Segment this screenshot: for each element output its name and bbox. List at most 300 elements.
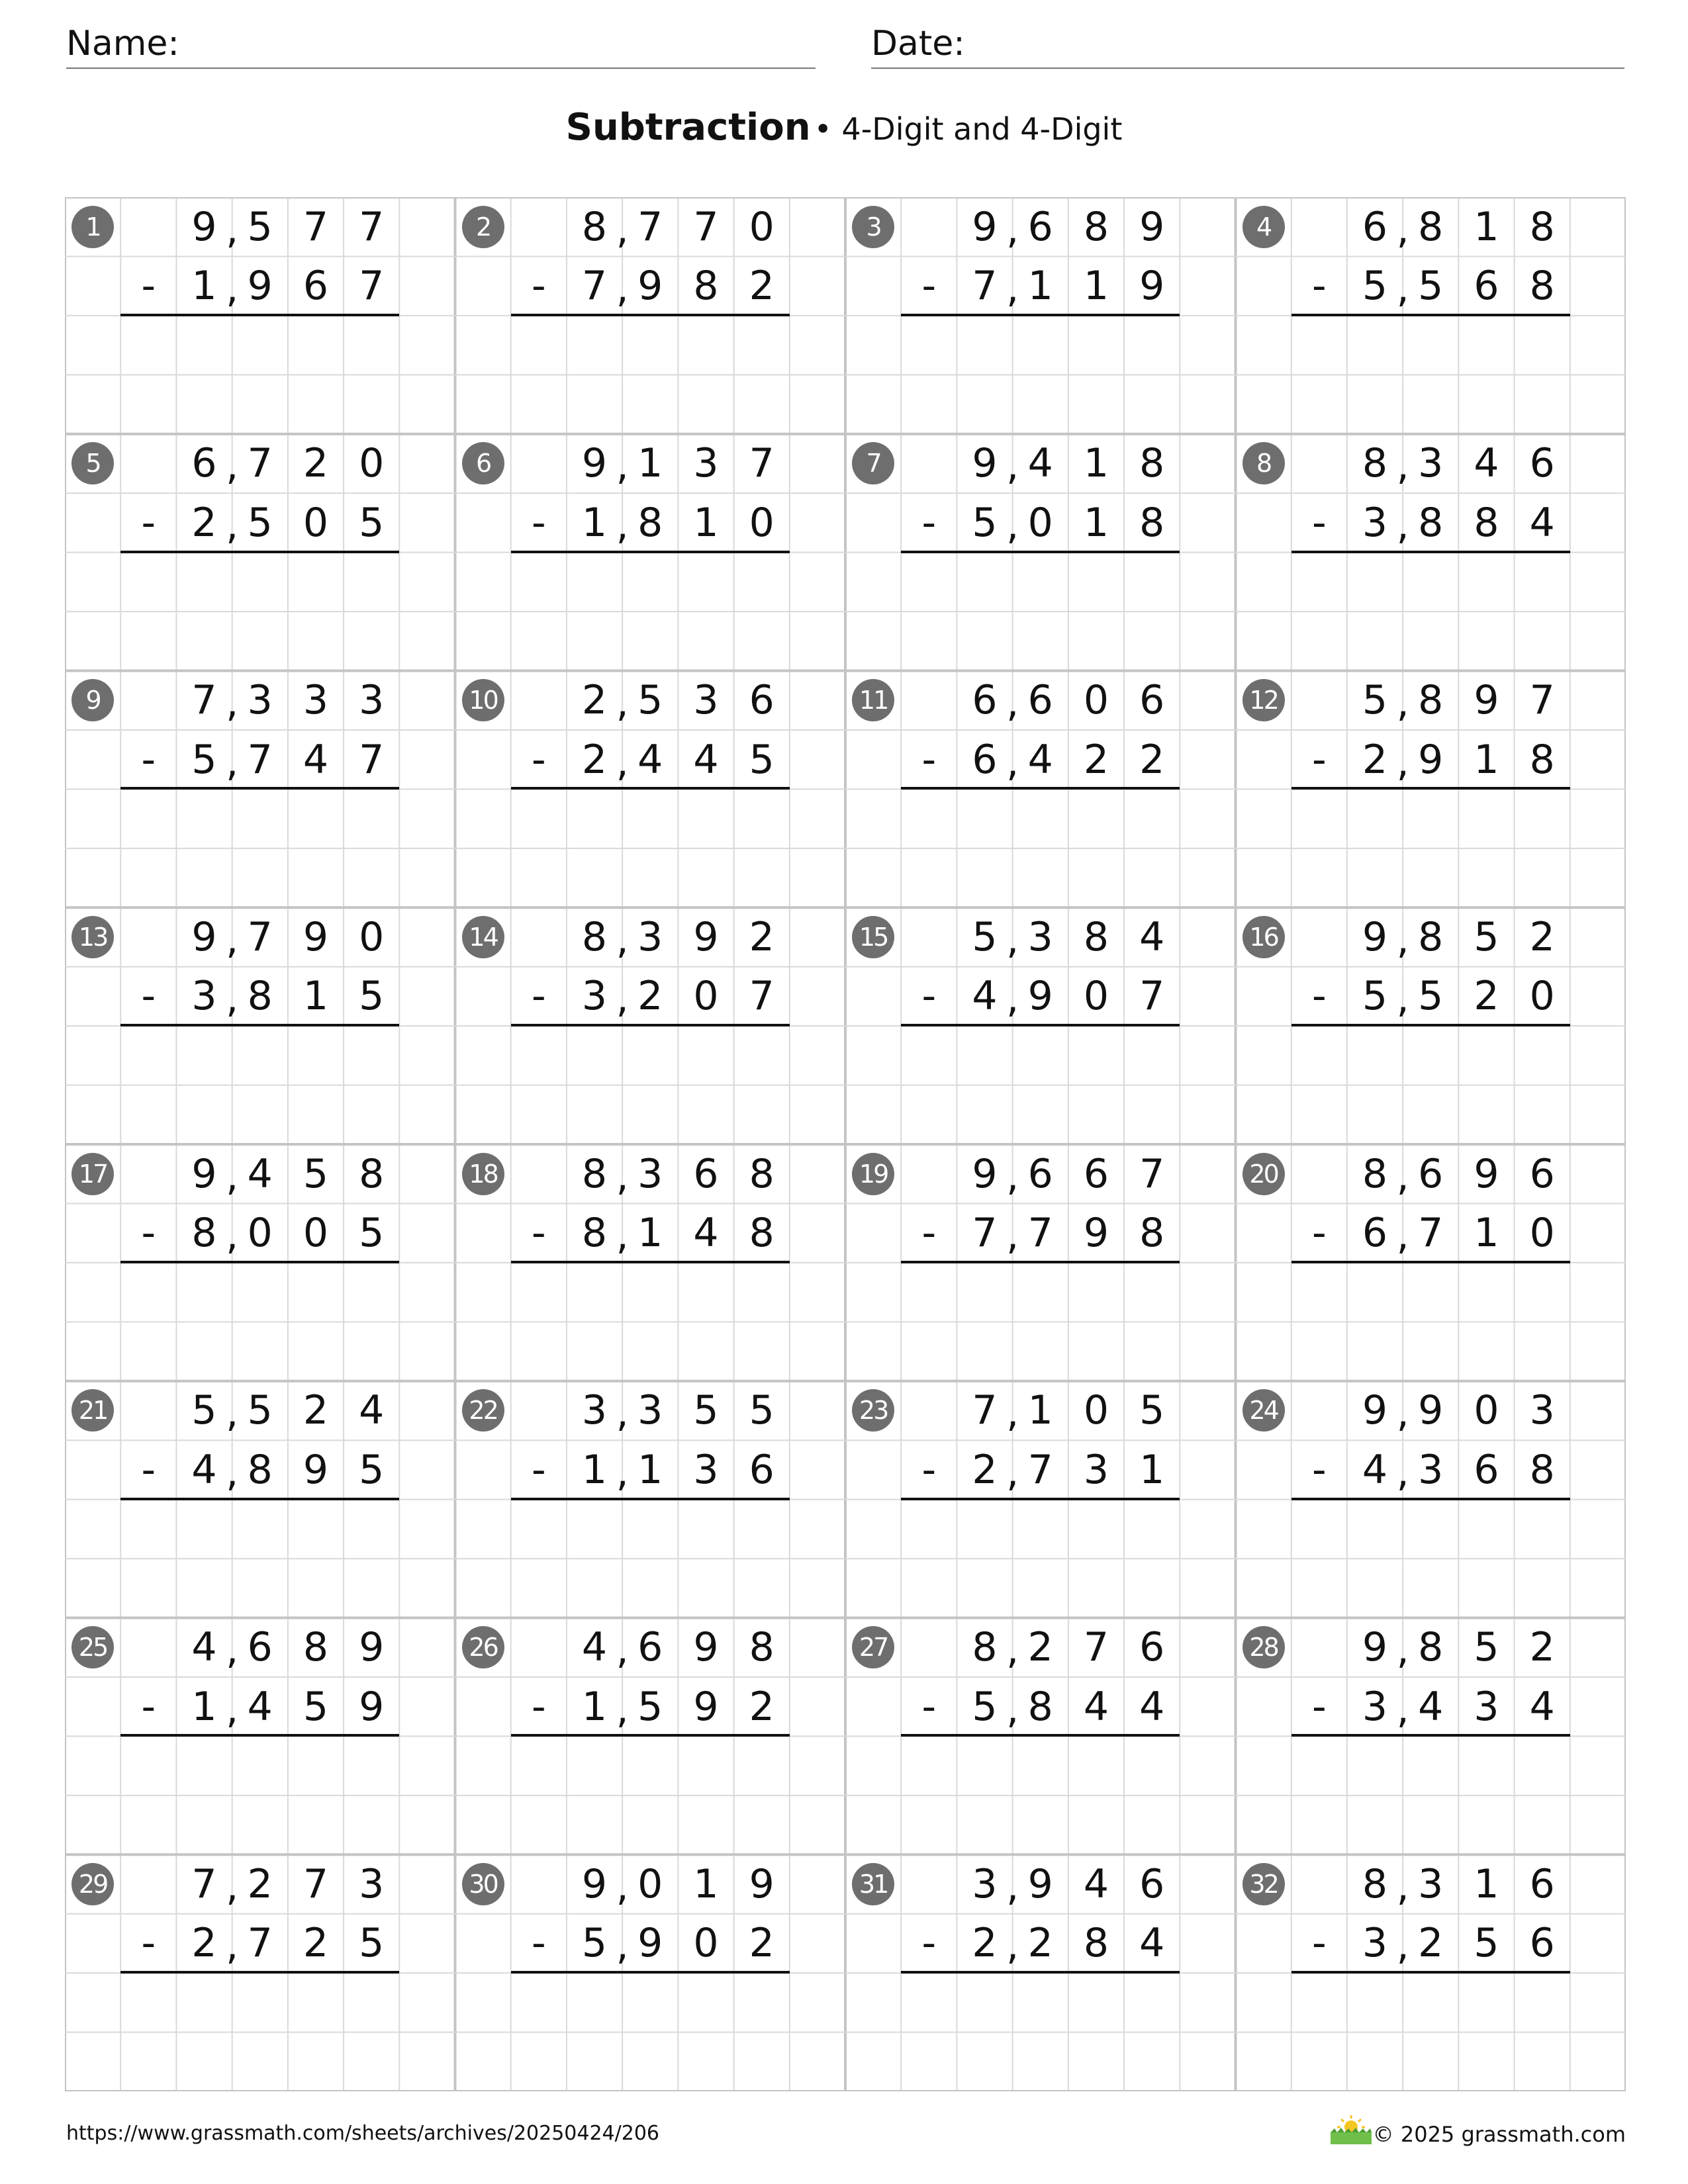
minuend-digit: 2 — [749, 913, 774, 960]
minuend-comma: , — [1006, 1627, 1019, 1674]
minuend-digit: 6 — [1418, 1150, 1444, 1197]
minuend-digit: 1 — [1083, 440, 1109, 487]
minuend-digit: 0 — [749, 203, 774, 250]
answer-area[interactable] — [511, 1973, 790, 2091]
minus-sign: - — [1311, 973, 1327, 1020]
answer-area[interactable] — [511, 1026, 790, 1144]
subtrahend-digit: 1 — [581, 1683, 608, 1730]
subtrahend-digit: 4 — [693, 736, 719, 783]
minuend-digit: 4 — [581, 1624, 608, 1671]
minuend-digit: 2 — [1529, 1624, 1555, 1671]
answer-area[interactable] — [120, 553, 399, 671]
minus-sign: - — [921, 1210, 937, 1257]
answer-area[interactable] — [1291, 1736, 1570, 1854]
subtrahend-comma: , — [1006, 265, 1019, 312]
minuend-digit: 9 — [749, 1860, 774, 1907]
minuend-digit: 8 — [972, 1624, 998, 1671]
subtrahend-digit: 4 — [1027, 736, 1053, 783]
minuend-digit: 8 — [1362, 1150, 1388, 1197]
subtrahend-comma: , — [1006, 1686, 1019, 1733]
subtrahend-digit: 3 — [693, 1446, 719, 1493]
minuend-digit: 1 — [1474, 203, 1499, 250]
minus-sign: - — [141, 1683, 156, 1730]
minuend-digit: 8 — [303, 1624, 329, 1671]
minuend-digit: 5 — [1362, 677, 1388, 724]
problem-number-badge: 17 — [71, 1153, 114, 1195]
subtrahend-digit: 5 — [1418, 973, 1444, 1020]
minuend-digit: 9 — [191, 913, 217, 960]
subtrahend-digit: 5 — [972, 1683, 998, 1730]
minuend-digit: 6 — [693, 1150, 719, 1197]
minuend-digit: 6 — [1139, 1860, 1165, 1907]
subtrahend-comma: , — [1006, 976, 1019, 1023]
problem-number-badge: 21 — [71, 1389, 114, 1432]
answer-area[interactable] — [901, 1026, 1180, 1144]
subtrahend-digit: 4 — [191, 1446, 217, 1493]
subtrahend-digit: 8 — [693, 263, 719, 310]
answer-area[interactable] — [120, 1026, 399, 1144]
subtrahend-digit: 4 — [1139, 1683, 1165, 1730]
minuend-digit: 3 — [637, 913, 663, 960]
subtrahend-digit: 0 — [1529, 973, 1555, 1020]
minuend-digit: 5 — [637, 677, 663, 724]
subtrahend-comma: , — [1396, 265, 1409, 312]
subtrahend-digit: 1 — [191, 1683, 217, 1730]
problem-number-badge: 29 — [71, 1863, 114, 1905]
problem-number-badge: 30 — [462, 1863, 504, 1905]
minuend-digit: 5 — [749, 1387, 774, 1434]
minuend-digit: 7 — [191, 677, 217, 724]
minuend-digit: 7 — [303, 1860, 329, 1907]
answer-area[interactable] — [120, 1973, 399, 2091]
minuend-digit: 8 — [1418, 1624, 1444, 1671]
subtrahend-digit: 9 — [1027, 973, 1053, 1020]
minuend-digit: 7 — [693, 203, 719, 250]
minuend-digit: 5 — [247, 1387, 273, 1434]
minuend-digit: 2 — [247, 1860, 273, 1907]
minuend-digit: 9 — [693, 913, 719, 960]
subtrahend-digit: 7 — [359, 736, 385, 783]
subtrahend-digit: 6 — [972, 736, 998, 783]
minuend-digit: 6 — [1139, 677, 1165, 724]
subtrahend-digit: 1 — [1139, 1446, 1165, 1493]
minuend-digit: 6 — [1027, 1150, 1053, 1197]
answer-area[interactable] — [120, 316, 399, 434]
minuend-digit: 6 — [1362, 203, 1388, 250]
subtrahend-digit: 5 — [191, 736, 217, 783]
subtrahend-digit: 5 — [1418, 263, 1444, 310]
minuend-digit: 9 — [1362, 913, 1388, 960]
minuend-digit: 1 — [1027, 1387, 1053, 1434]
subtrahend-digit: 5 — [303, 1683, 329, 1730]
subtrahend-digit: 8 — [247, 973, 273, 1020]
subtrahend-digit: 9 — [1139, 263, 1165, 310]
grass-sun-logo-icon — [1328, 2113, 1374, 2146]
subtrahend-digit: 5 — [359, 1920, 385, 1967]
minuend-digit: 6 — [972, 677, 998, 724]
subtrahend-digit: 5 — [359, 973, 385, 1020]
minuend-digit: 4 — [1027, 440, 1053, 487]
subtrahend-digit: 4 — [303, 736, 329, 783]
minuend-comma: , — [1006, 916, 1019, 963]
minus-sign: - — [141, 1920, 156, 1967]
subtrahend-digit: 7 — [1027, 1210, 1053, 1257]
minuend-digit: 8 — [581, 1150, 608, 1197]
problem-number-badge: 4 — [1243, 206, 1285, 248]
answer-area[interactable] — [120, 1500, 399, 1618]
minuend-digit: 4 — [1139, 913, 1165, 960]
minus-sign: - — [141, 263, 156, 310]
minuend-digit: 3 — [637, 1150, 663, 1197]
minuend-digit: 0 — [1083, 677, 1109, 724]
problem-number-badge: 16 — [1243, 916, 1285, 958]
minuend-comma: , — [226, 443, 239, 490]
minuend-digit: 8 — [749, 1150, 774, 1197]
minuend-digit: 9 — [972, 440, 998, 487]
minuend-digit: 6 — [749, 677, 774, 724]
minuend-digit: 3 — [1027, 913, 1053, 960]
answer-area[interactable] — [511, 1736, 790, 1854]
subtrahend-digit: 5 — [247, 499, 273, 546]
problem-number-badge: 22 — [462, 1389, 504, 1432]
minuend-comma: , — [226, 916, 239, 963]
subtrahend-digit: 9 — [1083, 1210, 1109, 1257]
minuend-digit: 8 — [581, 913, 608, 960]
minuend-comma: , — [226, 680, 239, 727]
problem-number-badge: 28 — [1243, 1626, 1285, 1668]
subtrahend-digit: 2 — [972, 1920, 998, 1967]
subtrahend-digit: 0 — [693, 1920, 719, 1967]
answer-area[interactable] — [511, 789, 790, 907]
subtrahend-digit: 7 — [581, 263, 608, 310]
minuend-comma: , — [1006, 1863, 1019, 1910]
minuend-comma: , — [1396, 443, 1409, 490]
subtrahend-digit: 2 — [191, 499, 217, 546]
problem-number-badge: 9 — [71, 679, 114, 721]
subtrahend-comma: , — [616, 739, 629, 786]
minuend-digit: 8 — [1083, 203, 1109, 250]
subtrahend-digit: 1 — [1083, 263, 1109, 310]
subtrahend-digit: 4 — [1083, 1683, 1109, 1730]
minuend-digit: 4 — [1083, 1860, 1109, 1907]
subtrahend-digit: 3 — [1362, 499, 1388, 546]
minuend-digit: 6 — [1083, 1150, 1109, 1197]
subtrahend-digit: 8 — [247, 1446, 273, 1493]
subtrahend-digit: 3 — [1474, 1683, 1499, 1730]
subtrahend-digit: 7 — [1418, 1210, 1444, 1257]
minus-sign: - — [921, 1683, 937, 1730]
problem-number-badge: 3 — [852, 206, 894, 248]
subtrahend-digit: 8 — [1529, 736, 1555, 783]
minus-sign: - — [531, 736, 546, 783]
minuend-comma: , — [1396, 1863, 1409, 1910]
minus-sign: - — [531, 1683, 546, 1730]
minuend-comma: , — [1396, 206, 1409, 253]
minuend-digit: 3 — [359, 1860, 385, 1907]
subtrahend-digit: 2 — [1418, 1920, 1444, 1967]
minus-sign: - — [1311, 1683, 1327, 1730]
minuend-comma: , — [1006, 443, 1019, 490]
minuend-digit: 6 — [1529, 440, 1555, 487]
minuend-comma: , — [1396, 1153, 1409, 1200]
minuend-digit: 2 — [1529, 913, 1555, 960]
subtrahend-digit: 8 — [581, 1210, 608, 1257]
subtrahend-digit: 4 — [247, 1683, 273, 1730]
minuend-digit: 3 — [637, 1387, 663, 1434]
answer-area[interactable] — [901, 1500, 1180, 1618]
problem-number-badge: 18 — [462, 1153, 504, 1195]
minus-sign: - — [141, 973, 156, 1020]
subtrahend-digit: 4 — [1529, 1683, 1555, 1730]
minuend-digit: 9 — [1139, 203, 1165, 250]
minuend-digit: 3 — [581, 1387, 608, 1434]
subtrahend-digit: 4 — [1418, 1683, 1444, 1730]
subtrahend-digit: 3 — [1418, 1446, 1444, 1493]
name-line[interactable] — [66, 68, 816, 69]
minuend-digit: 0 — [637, 1860, 663, 1907]
minuend-digit: 5 — [1474, 1624, 1499, 1671]
problem-number-badge: 6 — [462, 442, 504, 484]
minuend-digit: 3 — [1418, 440, 1444, 487]
minuend-digit: 6 — [1529, 1150, 1555, 1197]
minus-sign: - — [921, 1920, 937, 1967]
answer-area[interactable] — [1291, 1973, 1570, 2091]
problem-number-badge: 32 — [1243, 1863, 1285, 1905]
minuend-digit: 4 — [1474, 440, 1499, 487]
footer-copyright: © 2025 grassmath.com — [1372, 2122, 1626, 2147]
subtrahend-digit: 1 — [693, 499, 719, 546]
subtrahend-digit: 4 — [1362, 1446, 1388, 1493]
minuend-digit: 6 — [191, 440, 217, 487]
minuend-digit: 7 — [749, 440, 774, 487]
minuend-comma: , — [616, 443, 629, 490]
subtrahend-digit: 5 — [359, 499, 385, 546]
subtrahend-digit: 5 — [581, 1920, 608, 1967]
answer-area[interactable] — [901, 553, 1180, 671]
minus-sign: - — [921, 973, 937, 1020]
minus-sign: - — [141, 1210, 156, 1257]
subtrahend-digit: 2 — [581, 736, 608, 783]
subtrahend-comma: , — [226, 1923, 239, 1970]
minuend-digit: 4 — [191, 1624, 217, 1671]
answer-area[interactable] — [901, 789, 1180, 907]
problem-number-badge: 12 — [1243, 679, 1285, 721]
answer-area[interactable] — [1291, 1263, 1570, 1381]
minuend-digit: 0 — [359, 440, 385, 487]
subtrahend-digit: 6 — [1529, 1920, 1555, 1967]
subtrahend-digit: 7 — [1027, 1446, 1053, 1493]
answer-area[interactable] — [511, 1500, 790, 1618]
minuend-comma: , — [226, 1863, 239, 1910]
minuend-digit: 8 — [749, 1624, 774, 1671]
subtrahend-digit: 9 — [359, 1683, 385, 1730]
minuend-digit: 9 — [1362, 1624, 1388, 1671]
answer-area[interactable] — [901, 1973, 1180, 2091]
answer-area[interactable] — [511, 316, 790, 434]
problem-number-badge: 27 — [852, 1626, 894, 1668]
minuend-digit: 9 — [191, 1150, 217, 1197]
minuend-digit: 6 — [1529, 1860, 1555, 1907]
answer-area[interactable] — [120, 1736, 399, 1854]
minuend-digit: 6 — [247, 1624, 273, 1671]
minuend-digit: 8 — [581, 203, 608, 250]
subtrahend-digit: 2 — [1083, 736, 1109, 783]
subtrahend-digit: 1 — [191, 263, 217, 310]
minuend-digit: 3 — [359, 677, 385, 724]
problem-number-badge: 26 — [462, 1626, 504, 1668]
subtrahend-comma: , — [1396, 502, 1409, 549]
minus-sign: - — [531, 1920, 546, 1967]
subtrahend-comma: , — [226, 1686, 239, 1733]
minuend-digit: 8 — [1139, 440, 1165, 487]
subtrahend-digit: 8 — [749, 1210, 774, 1257]
subtrahend-digit: 3 — [1362, 1920, 1388, 1967]
subtrahend-comma: , — [226, 1212, 239, 1259]
minus-sign: - — [531, 499, 546, 546]
minus-sign: - — [141, 499, 156, 546]
minuend-digit: 2 — [581, 677, 608, 724]
minuend-digit: 5 — [972, 913, 998, 960]
date-line[interactable] — [871, 68, 1624, 69]
subtrahend-digit: 6 — [1474, 263, 1499, 310]
subtrahend-digit: 2 — [749, 1920, 774, 1967]
minuend-digit: 8 — [1418, 913, 1444, 960]
minuend-comma: , — [616, 1390, 629, 1437]
answer-area[interactable] — [1291, 1500, 1570, 1618]
minus-sign: - — [1311, 263, 1327, 310]
subtrahend-comma: , — [1396, 1686, 1409, 1733]
subtrahend-comma: , — [1006, 1212, 1019, 1259]
problem-number-badge: 14 — [462, 916, 504, 958]
subtrahend-digit: 8 — [1139, 499, 1165, 546]
minuend-digit: 2 — [303, 440, 329, 487]
subtrahend-comma: , — [1396, 1449, 1409, 1496]
subtrahend-comma: , — [226, 265, 239, 312]
subtrahend-digit: 1 — [303, 973, 329, 1020]
subtrahend-digit: 1 — [581, 1446, 608, 1493]
subtrahend-digit: 8 — [1418, 499, 1444, 546]
answer-area[interactable] — [511, 1263, 790, 1381]
subtrahend-digit: 2 — [637, 973, 663, 1020]
subtrahend-comma: , — [1396, 1212, 1409, 1259]
subtrahend-digit: 8 — [191, 1210, 217, 1257]
minuend-digit: 9 — [303, 913, 329, 960]
subtrahend-digit: 1 — [1474, 1210, 1499, 1257]
minuend-digit: 9 — [972, 203, 998, 250]
minuend-comma: , — [1006, 680, 1019, 727]
minus-sign: - — [1311, 1210, 1327, 1257]
minuend-digit: 0 — [1474, 1387, 1499, 1434]
subtrahend-digit: 9 — [693, 1683, 719, 1730]
subtrahend-comma: , — [1396, 739, 1409, 786]
problem-number-badge: 1 — [71, 206, 114, 248]
minuend-comma: , — [616, 1863, 629, 1910]
answer-area[interactable] — [1291, 789, 1570, 907]
subtrahend-digit: 3 — [191, 973, 217, 1020]
problem-number-badge: 11 — [852, 679, 894, 721]
minuend-digit: 8 — [1083, 913, 1109, 960]
answer-area[interactable] — [901, 316, 1180, 434]
minuend-comma: , — [1396, 680, 1409, 727]
subtrahend-digit: 5 — [359, 1446, 385, 1493]
subtrahend-digit: 9 — [637, 263, 663, 310]
minuend-digit: 7 — [303, 203, 329, 250]
subtrahend-comma: , — [616, 1686, 629, 1733]
subtrahend-digit: 1 — [1027, 263, 1053, 310]
subtrahend-digit: 2 — [972, 1446, 998, 1493]
minuend-digit: 9 — [1362, 1387, 1388, 1434]
answer-area[interactable] — [511, 553, 790, 671]
minuend-digit: 8 — [1418, 677, 1444, 724]
subtrahend-digit: 5 — [1474, 1920, 1499, 1967]
subtrahend-digit: 2 — [1362, 736, 1388, 783]
minuend-digit: 6 — [1027, 203, 1053, 250]
minuend-digit: 9 — [581, 1860, 608, 1907]
subtrahend-digit: 7 — [247, 736, 273, 783]
answer-area[interactable] — [901, 1263, 1180, 1381]
subtrahend-digit: 2 — [1474, 973, 1499, 1020]
minuend-digit: 5 — [247, 203, 273, 250]
answer-area[interactable] — [120, 1263, 399, 1381]
minuend-digit: 8 — [359, 1150, 385, 1197]
subtrahend-comma: , — [1006, 739, 1019, 786]
subtrahend-digit: 0 — [1083, 973, 1109, 1020]
minuend-digit: 3 — [693, 677, 719, 724]
subtrahend-comma: , — [616, 265, 629, 312]
answer-area[interactable] — [1291, 553, 1570, 671]
minuend-comma: , — [226, 1627, 239, 1674]
minuend-digit: 5 — [191, 1387, 217, 1434]
minus-sign: - — [921, 736, 937, 783]
minuend-digit: 9 — [1474, 1150, 1499, 1197]
subtrahend-digit: 1 — [637, 1210, 663, 1257]
minuend-digit: 8 — [1362, 1860, 1388, 1907]
answer-area[interactable] — [1291, 1026, 1570, 1144]
minuend-digit: 9 — [972, 1150, 998, 1197]
subtrahend-digit: 5 — [1362, 263, 1388, 310]
minuend-digit: 5 — [1139, 1387, 1165, 1434]
name-label: Name: — [66, 24, 179, 64]
minuend-digit: 9 — [1418, 1387, 1444, 1434]
minuend-digit: 9 — [693, 1624, 719, 1671]
subtrahend-digit: 7 — [972, 263, 998, 310]
minuend-digit: 7 — [1529, 677, 1555, 724]
subtrahend-digit: 8 — [1027, 1683, 1053, 1730]
answer-area[interactable] — [1291, 316, 1570, 434]
answer-area[interactable] — [901, 1736, 1180, 1854]
date-label: Date: — [871, 24, 965, 64]
minus-sign: - — [141, 736, 156, 783]
problem-number-badge: 7 — [852, 442, 894, 484]
minuend-digit: 9 — [359, 1624, 385, 1671]
subtrahend-digit: 7 — [247, 1920, 273, 1967]
answer-area[interactable] — [120, 789, 399, 907]
subtrahend-digit: 4 — [637, 736, 663, 783]
subtrahend-digit: 5 — [359, 1210, 385, 1257]
subtrahend-digit: 8 — [1139, 1210, 1165, 1257]
minuend-digit: 8 — [1529, 203, 1555, 250]
minuend-comma: , — [226, 1153, 239, 1200]
minuend-digit: 1 — [693, 1860, 719, 1907]
subtrahend-digit: 6 — [1474, 1446, 1499, 1493]
minus-sign: - — [531, 973, 546, 1020]
minuend-digit: 5 — [1474, 913, 1499, 960]
subtrahend-digit: 2 — [749, 263, 774, 310]
subtrahend-comma: , — [616, 976, 629, 1023]
subtrahend-digit: 1 — [1083, 499, 1109, 546]
problem-number-badge: 25 — [71, 1626, 114, 1668]
minus-sign: - — [921, 499, 937, 546]
